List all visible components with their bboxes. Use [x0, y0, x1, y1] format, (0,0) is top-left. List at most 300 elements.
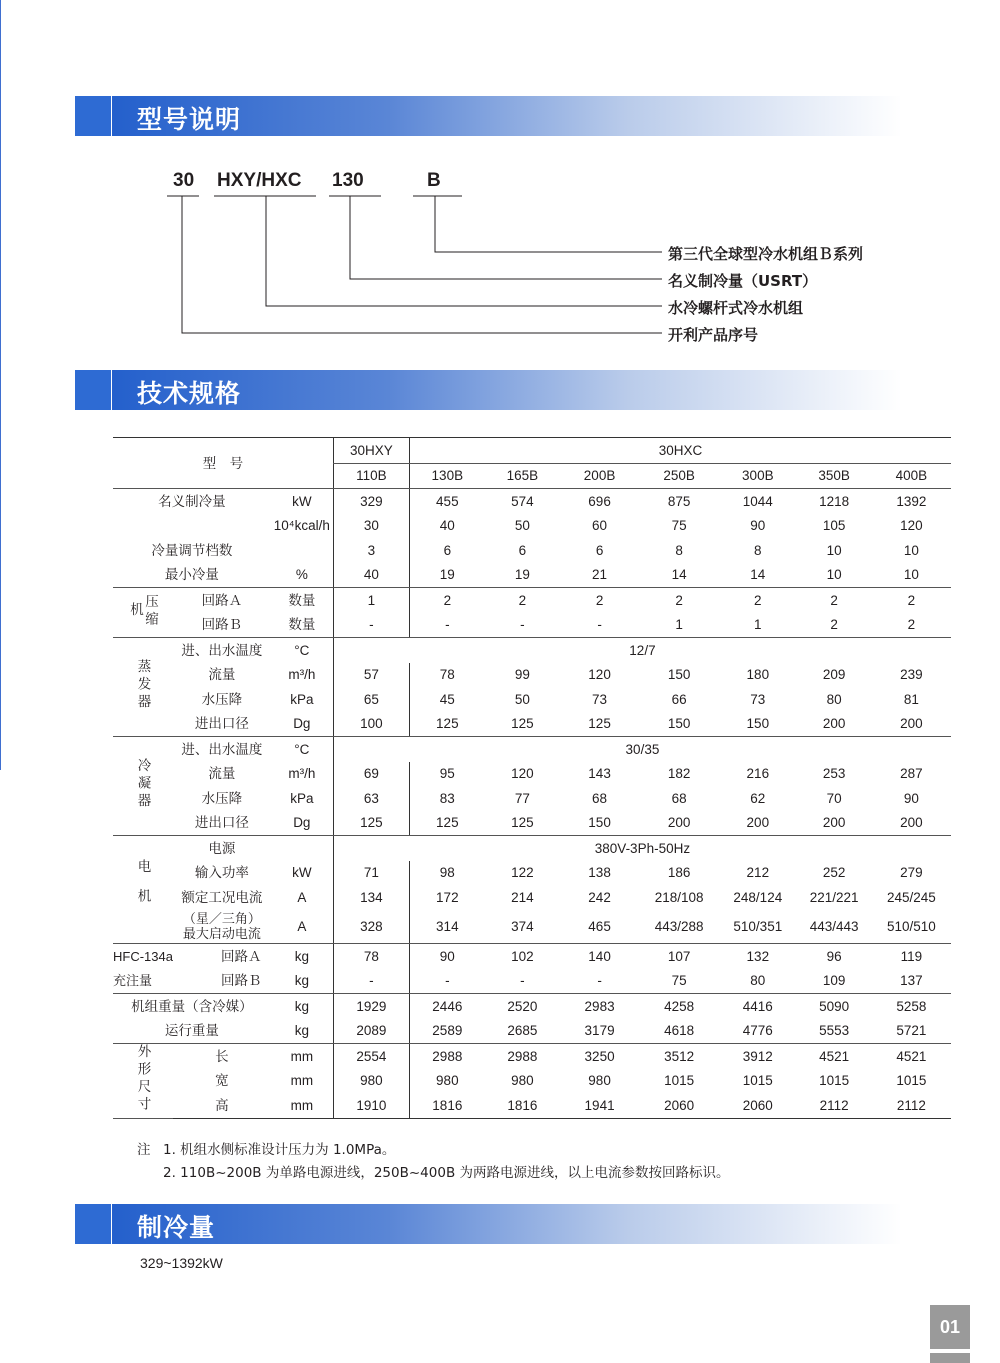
value-cell: 68 — [592, 790, 608, 806]
value-cell: 40 — [333, 563, 409, 588]
value-cell: 60 — [592, 518, 608, 534]
value-cell: 73 — [750, 691, 766, 707]
value-cell: 77 — [514, 790, 530, 806]
header-30hxy: 30HXY — [333, 438, 409, 464]
unit-cell: A — [271, 910, 334, 944]
value-cell: 5090 — [819, 998, 850, 1014]
value-cell: 150 — [639, 712, 719, 737]
value-cell: 6 — [595, 542, 604, 558]
group-label-comp — [113, 588, 173, 638]
value-cell: 62 — [750, 790, 766, 806]
value-cell: 2 — [518, 592, 527, 608]
value-cell: 80 — [826, 691, 842, 707]
value-cell: 180 — [746, 667, 770, 683]
value-cell: 99 — [514, 667, 530, 683]
group-label-motor — [113, 836, 173, 944]
note-label: 注 — [137, 1142, 151, 1158]
value-cell: - — [333, 969, 409, 994]
spec-row — [113, 944, 951, 969]
spec-row — [113, 489, 951, 514]
value-cell: - — [409, 969, 484, 994]
row-label: 回路Ａ — [221, 948, 262, 964]
unit-cell: m³/h — [288, 667, 316, 683]
value-cell: 8 — [754, 542, 762, 558]
model-header-cell: 165B — [485, 463, 560, 489]
value-cell: 120 — [511, 766, 534, 782]
value-cell: 2446 — [409, 994, 484, 1019]
value-cell: 221/221 — [809, 889, 859, 905]
value-cell: 1392 — [896, 493, 927, 509]
value-cell: 78 — [409, 663, 484, 688]
value-cell: 40 — [409, 514, 484, 539]
section-header-capacity — [75, 1204, 875, 1244]
value-cell: 137 — [872, 969, 951, 994]
row-label: 电源 — [208, 840, 236, 856]
row-label: 名义制冷量 — [158, 493, 226, 509]
value-cell: 216 — [746, 766, 770, 782]
value-cell: 19 — [485, 563, 560, 588]
value-cell: 10 — [796, 563, 871, 588]
value-cell: 2520 — [507, 998, 538, 1014]
value-cell: 150 — [719, 712, 796, 737]
unit-cell: kW — [292, 865, 312, 881]
model-header-cell: 250B — [639, 463, 719, 489]
value-cell: 4521 — [896, 1048, 927, 1064]
value-cell: 105 — [822, 518, 846, 534]
spec-row — [113, 613, 951, 638]
unit-cell: 10⁴kcal/h — [273, 518, 330, 534]
page-number: 01 — [930, 1305, 970, 1349]
value-cell: 75 — [639, 969, 719, 994]
unit-cell: m³/h — [288, 766, 316, 782]
group-label-text: 蒸发器 — [135, 659, 151, 712]
value-cell: 1929 — [333, 994, 409, 1019]
value-cell: 3912 — [742, 1048, 773, 1064]
section-title-model: 型号说明 — [137, 105, 242, 134]
model-header-cell: 350B — [796, 463, 871, 489]
row-label: 冷量调节档数 — [151, 542, 233, 558]
spec-row — [113, 588, 951, 613]
row-label: 进、出水温度 — [181, 642, 263, 658]
value-cell: 200 — [796, 712, 871, 737]
row-label: 回路Ｂ — [173, 969, 271, 994]
value-cell-merged: 380V-3Ph-50Hz — [333, 836, 951, 861]
value-cell: 2 — [675, 592, 683, 608]
value-cell: 200 — [872, 811, 951, 836]
value-cell: 2 — [830, 592, 838, 608]
value-cell: 200 — [719, 811, 796, 836]
section-title-capacity: 制冷量 — [137, 1213, 216, 1242]
unit-cell: Dg — [271, 811, 334, 836]
unit-cell: mm — [271, 1093, 334, 1118]
row-label: 长 — [215, 1048, 229, 1064]
value-cell: 696 — [588, 493, 611, 509]
value-cell: 14 — [719, 563, 796, 588]
unit-cell: kg — [271, 1019, 334, 1044]
value-cell: 329 — [333, 489, 409, 514]
value-cell: 138 — [588, 865, 611, 881]
header-block — [75, 370, 111, 410]
value-cell: 1941 — [560, 1093, 639, 1118]
value-cell: 465 — [560, 910, 639, 944]
value-cell: 10 — [826, 542, 842, 558]
value-cell: 69 — [333, 762, 409, 787]
value-cell: 1015 — [742, 1073, 773, 1089]
unit-cell: kPa — [290, 691, 314, 707]
value-cell: 3250 — [584, 1048, 615, 1064]
value-cell: 10 — [872, 563, 951, 588]
value-cell: 1910 — [333, 1093, 409, 1118]
value-cell: 125 — [560, 712, 639, 737]
value-cell: 248/124 — [733, 889, 783, 905]
note-1: 1. 机组水侧标准设计压力为 1.0MPa。 — [163, 1142, 396, 1158]
value-cell: 279 — [900, 865, 923, 881]
value-cell: 980 — [333, 1069, 409, 1094]
value-cell: 2983 — [584, 998, 615, 1014]
value-cell: 2 — [409, 588, 484, 613]
row-label: 回路Ａ — [201, 592, 243, 608]
value-cell: 3179 — [560, 1019, 639, 1044]
row-label: 水压降 — [201, 691, 243, 707]
value-cell: 1015 — [896, 1073, 927, 1089]
model-code-type: HXY/HXC — [217, 170, 302, 191]
value-cell: 125 — [485, 811, 560, 836]
value-cell: 374 — [485, 910, 560, 944]
page-number-bar — [930, 1353, 970, 1363]
value-cell: 455 — [409, 489, 484, 514]
capacity-range: 329~1392kW — [140, 1255, 223, 1271]
value-cell: 57 — [333, 663, 409, 688]
unit-cell: 数量 — [288, 592, 316, 608]
value-cell: 2 — [595, 592, 604, 608]
value-cell: 21 — [560, 563, 639, 588]
model-header-cell: 110B — [333, 463, 409, 489]
value-cell: 510/510 — [872, 910, 951, 944]
value-cell: 2988 — [507, 1048, 538, 1064]
value-cell: 2685 — [485, 1019, 560, 1044]
value-cell: 2089 — [333, 1019, 409, 1044]
unit-cell: kg — [271, 969, 334, 994]
value-cell: 96 — [826, 948, 842, 964]
value-cell: 122 — [511, 865, 534, 881]
value-cell: 1044 — [742, 493, 773, 509]
legend-type: 水冷螺杆式冷水机组 — [668, 299, 804, 317]
value-cell: 200 — [872, 712, 951, 737]
value-cell: 71 — [333, 861, 409, 886]
value-cell: 1 — [333, 588, 409, 613]
value-cell: - — [560, 969, 639, 994]
group-label-text: 冷凝器 — [135, 758, 151, 811]
value-cell: 443/288 — [639, 910, 719, 944]
value-cell: 107 — [667, 948, 691, 964]
header-30hxc: 30HXC — [409, 438, 951, 464]
value-cell: 95 — [409, 762, 484, 787]
unit-cell: 数量 — [271, 613, 334, 638]
value-cell: 14 — [639, 563, 719, 588]
spec-row — [113, 687, 951, 712]
value-cell: 45 — [409, 687, 484, 712]
value-cell: - — [560, 613, 639, 638]
spec-row — [113, 1093, 951, 1118]
value-cell: 10 — [903, 542, 919, 558]
value-cell: 5553 — [796, 1019, 871, 1044]
row-label: 流量 — [208, 667, 236, 683]
legend-generation: 第三代全球型冷水机组Ｂ系列 — [668, 245, 864, 263]
spec-row — [113, 712, 951, 737]
value-cell: 5721 — [872, 1019, 951, 1044]
value-cell: 78 — [333, 944, 409, 969]
value-cell: 3 — [333, 538, 409, 563]
model-code-capacity: 130 — [332, 170, 364, 191]
group-label-text: 外形尺寸 — [135, 1044, 151, 1115]
legend-series: 开利产品序号 — [668, 326, 759, 344]
value-cell: 90 — [750, 518, 766, 534]
value-cell: 5258 — [896, 998, 927, 1014]
value-cell: 2 — [796, 613, 871, 638]
value-cell: 214 — [511, 889, 534, 905]
value-cell: 1816 — [409, 1093, 484, 1118]
value-cell: - — [485, 613, 560, 638]
value-cell: 1 — [719, 613, 796, 638]
value-cell: 443/443 — [796, 910, 871, 944]
value-cell: 132 — [746, 948, 770, 964]
spec-row — [113, 563, 951, 588]
group-label-text: 电机 — [135, 858, 151, 918]
unit-cell: A — [297, 889, 307, 905]
spec-row — [113, 885, 951, 910]
unit-cell — [271, 836, 334, 861]
value-cell: 109 — [796, 969, 871, 994]
spec-table — [113, 437, 951, 1119]
unit-cell: Dg — [271, 712, 334, 737]
group-label-evap — [113, 638, 173, 737]
value-cell: 212 — [746, 865, 770, 881]
value-cell: 4776 — [719, 1019, 796, 1044]
group-label-text: 压缩机 — [128, 593, 158, 629]
value-cell: 182 — [667, 766, 691, 782]
value-cell: 186 — [667, 865, 691, 881]
value-cell: 98 — [409, 861, 484, 886]
value-cell-merged: 30/35 — [333, 737, 951, 762]
value-cell: 100 — [333, 712, 409, 737]
value-cell: 6 — [409, 538, 484, 563]
value-cell: 70 — [826, 790, 842, 806]
value-cell: 120 — [588, 667, 611, 683]
group-label-dim — [113, 1044, 173, 1119]
model-header-cell: 300B — [719, 463, 796, 489]
note-2: 2. 110B~200B 为单路电源进线，250B~400B 为两路电源进线，以上电流参数按回路标识。 — [163, 1165, 730, 1181]
spec-row — [113, 836, 951, 861]
header-block — [75, 1204, 111, 1244]
value-cell: 980 — [511, 1073, 534, 1089]
value-cell: 242 — [588, 889, 611, 905]
value-cell: 2060 — [639, 1093, 719, 1118]
value-cell: 63 — [333, 786, 409, 811]
value-cell: 574 — [511, 493, 534, 509]
value-cell: 66 — [671, 691, 687, 707]
value-cell: 81 — [903, 691, 919, 707]
value-cell: 253 — [822, 766, 846, 782]
value-cell: 50 — [514, 691, 530, 707]
value-cell: 2060 — [719, 1093, 796, 1118]
row-label: 进、出水温度 — [181, 741, 263, 757]
row-label: 进出口径 — [173, 712, 271, 737]
value-cell: 1015 — [819, 1073, 850, 1089]
value-cell: 3512 — [664, 1048, 695, 1064]
value-cell: 2589 — [409, 1019, 484, 1044]
value-cell: 50 — [514, 518, 530, 534]
row-label: 输入功率 — [194, 865, 249, 881]
value-cell: 140 — [588, 948, 611, 964]
value-cell: 252 — [822, 865, 846, 881]
value-cell: 980 — [588, 1073, 611, 1089]
value-cell: 73 — [592, 691, 608, 707]
value-cell: 143 — [588, 766, 611, 782]
spec-row — [113, 737, 951, 762]
value-cell: 200 — [796, 811, 871, 836]
value-cell: 2 — [907, 592, 916, 608]
unit-cell: kW — [292, 493, 312, 509]
legend-capacity: 名义制冷量（USRT） — [668, 272, 818, 290]
section-header-spec — [75, 370, 875, 410]
spec-row — [113, 1019, 951, 1044]
group-label-cond — [113, 737, 173, 836]
value-cell: 119 — [900, 948, 923, 964]
value-cell: 80 — [719, 969, 796, 994]
spec-row — [113, 1069, 951, 1094]
value-cell: 30 — [333, 514, 409, 539]
unit-cell: °C — [294, 642, 310, 658]
unit-cell: mm — [290, 1048, 314, 1064]
value-cell: 172 — [409, 885, 484, 910]
unit-cell: kg — [294, 998, 309, 1014]
value-cell: 510/351 — [719, 910, 796, 944]
row-label: 回路Ｂ — [173, 613, 271, 638]
value-cell: 1218 — [819, 493, 850, 509]
unit-cell: % — [271, 563, 334, 588]
value-cell: 245/245 — [886, 889, 936, 905]
model-header-cell: 400B — [872, 463, 951, 489]
value-cell: 200 — [639, 811, 719, 836]
row-label: 运行重量 — [113, 1019, 271, 1044]
value-cell: 2112 — [872, 1093, 951, 1118]
model-header-cell: 200B — [560, 463, 639, 489]
value-cell: 125 — [409, 811, 484, 836]
value-cell: 150 — [667, 667, 691, 683]
unit-cell: °C — [294, 741, 310, 757]
row-label: 机组重量（含冷媒） — [131, 998, 253, 1014]
value-cell: 2 — [872, 613, 951, 638]
value-cell: 65 — [333, 687, 409, 712]
value-cell: 90 — [903, 790, 919, 806]
value-cell: 125 — [485, 712, 560, 737]
unit-cell: mm — [290, 1073, 314, 1089]
spec-row — [113, 538, 951, 563]
value-cell: 2112 — [796, 1093, 871, 1118]
value-cell: 1015 — [664, 1073, 695, 1089]
unit-cell: kPa — [290, 790, 314, 806]
value-cell: 134 — [333, 885, 409, 910]
value-cell: 1 — [639, 613, 719, 638]
row-label: 宽 — [215, 1073, 229, 1089]
value-cell: 287 — [900, 766, 923, 782]
row-label: 额定工况电流 — [181, 889, 263, 905]
value-cell: 218/108 — [654, 889, 704, 905]
section-title-spec: 技术规格 — [137, 379, 242, 408]
value-cell: 90 — [409, 944, 484, 969]
value-cell: 8 — [675, 542, 683, 558]
header-gradient-bar — [112, 1204, 902, 1244]
value-cell: 2554 — [333, 1044, 409, 1069]
value-cell: 4618 — [639, 1019, 719, 1044]
value-cell: 4521 — [819, 1048, 850, 1064]
row-label: 最小冷量 — [113, 563, 271, 588]
spec-row — [113, 786, 951, 811]
value-cell: 102 — [511, 948, 534, 964]
value-cell: 6 — [518, 542, 527, 558]
value-cell: 1816 — [485, 1093, 560, 1118]
value-cell: 314 — [409, 910, 484, 944]
value-cell: 2 — [754, 592, 762, 608]
model-code-diagram — [0, 0, 1000, 360]
value-cell: 120 — [900, 518, 923, 534]
value-cell: 209 — [822, 667, 846, 683]
spec-row — [113, 910, 951, 944]
unit-cell — [271, 538, 334, 563]
value-cell-merged: 12/7 — [333, 638, 951, 663]
row-label: 高 — [173, 1093, 271, 1118]
value-cell: - — [485, 969, 560, 994]
spec-row — [113, 811, 951, 836]
value-cell: 83 — [409, 786, 484, 811]
value-cell: 875 — [667, 493, 691, 509]
refrigerant-label: HFC-134a — [113, 948, 173, 964]
row-label — [113, 514, 271, 539]
row-label: 进出口径 — [173, 811, 271, 836]
row-label: 流量 — [208, 766, 236, 782]
value-cell: 150 — [560, 811, 639, 836]
spec-row — [113, 663, 951, 688]
value-cell: 239 — [900, 667, 923, 683]
refrigerant-label: 充注量 — [113, 969, 173, 994]
row-label: 水压降 — [201, 790, 243, 806]
value-cell: 4416 — [742, 998, 773, 1014]
value-cell: 4258 — [664, 998, 695, 1014]
spec-row — [113, 1044, 951, 1069]
spec-row — [113, 861, 951, 886]
spec-row — [113, 762, 951, 787]
value-cell: 75 — [671, 518, 687, 534]
value-cell: - — [409, 613, 484, 638]
unit-cell: kg — [294, 948, 309, 964]
value-cell: 68 — [671, 790, 687, 806]
spec-row — [113, 514, 951, 539]
value-cell: 19 — [409, 563, 484, 588]
value-cell: 125 — [409, 712, 484, 737]
value-cell: 2988 — [409, 1044, 484, 1069]
model-code-generation: B — [427, 170, 441, 191]
spec-row — [113, 994, 951, 1019]
spec-row — [113, 969, 951, 994]
value-cell: 980 — [409, 1069, 484, 1094]
value-cell: 125 — [333, 811, 409, 836]
value-cell: - — [333, 613, 409, 638]
row-label: （星／三角） 最大启动电流 — [173, 910, 271, 944]
value-cell: 328 — [333, 910, 409, 944]
model-code-series: 30 — [173, 170, 195, 191]
model-header-cell: 130B — [409, 463, 484, 489]
header-model-label: 型 号 — [113, 438, 333, 489]
